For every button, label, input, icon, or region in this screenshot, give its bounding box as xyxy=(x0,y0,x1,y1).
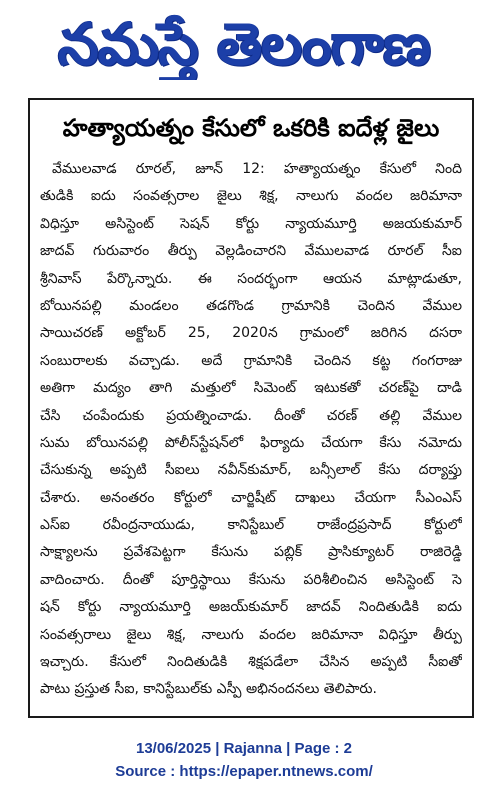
article-line: అతిగా మద్యం తాగి మత్తులో సిమెంట్ ఇటుకతో చరణ్‌పై దాడి xyxy=(40,380,462,397)
article-line: శ్రీనివాస్ పేర్కొన్నారు. ఈ సందర్భంగా ఆయన మాట్లాడుతూ, xyxy=(40,270,462,287)
article-line: షన్ కోర్టు న్యాయమూర్తి అజయ్‌కుమార్ జాదవ్ నిందితుడికి ఐదు xyxy=(40,599,462,616)
article-line: విధిస్తూ అసిస్టెంట్ సెషన్ కోర్టు న్యాయమూర్తి అజయకుమార్ xyxy=(40,215,462,232)
article-line: వాదించారు. దీంతో పూర్తిస్థాయి కేసును పరిశీలించిన అసిస్టెంట్ సె xyxy=(40,571,462,588)
article-headline: హత్యాయత్నం కేసులో ఒకరికి ఐదేళ్ల జైలు xyxy=(62,114,440,142)
source-link[interactable]: Source : https://epaper.ntnews.com/ xyxy=(115,763,373,780)
article-line: సుమ బోయినపల్లి పోలీస్‌స్టేషన్‌లో ఫిర్యాదు చేయగా కేసు నమోదు xyxy=(40,434,462,451)
article-line: పాటు ప్రస్తుత సీఐ, కానిస్టేబుల్‌కు ఎస్పీ అభినందనలు తెలిపారు. xyxy=(40,681,377,698)
article-body xyxy=(40,156,462,710)
article-line: వేములవాడ రూరల్, జూన్ 12: హత్యాయత్నం కేసులో నింది xyxy=(52,161,462,177)
article-line: చేసుకున్న అప్పటి సీఐలు నవీన్‌కుమార్, బన్సీలాల్ కేసు దర్యాప్తు xyxy=(40,462,462,479)
article-line: సంవత్సరాలు జైలు శిక్ష, నాలుగు వందల జరిమానా విధిస్తూ తీర్పు xyxy=(40,626,462,643)
article-line: బోయినపల్లి మండలం తడగొండ గ్రామానికి చెందిన వేముల xyxy=(40,297,462,314)
article-line: జాదవ్ గురువారం తీర్పు వెల్లడించారని వేములవాడ రూరల్ సీఐ xyxy=(40,243,462,260)
article-line: చేశారు. అనంతరం కోర్టులో చార్జిషీట్ దాఖలు చేయగా సీఎంఎస్ xyxy=(40,489,462,506)
article-line: ఎస్ఐ రవీంద్రనాయుడు, కానిస్టేబుల్ రాజేంద్రప్రసాద్ కోర్టులో xyxy=(40,517,462,534)
news-clipping xyxy=(28,98,474,718)
edition-info: 13/06/2025 | Rajanna | Page : 2 xyxy=(135,740,352,757)
article-line: సంబురాలకు వచ్చాడు. అదే గ్రామానికి చెందిన కట్ట గంగరాజు xyxy=(40,352,462,369)
newspaper-masthead: నమస్తే తెలంగాణ xyxy=(58,10,430,78)
article-line: చేసి చంపేందుకు ప్రయత్నించాడు. దీంతో చరణ్ తల్లి వేముల xyxy=(40,407,462,424)
article-line: తుడికి ఐదు సంవత్సరాల జైలు శిక్ష, నాలుగు వందల జరిమానా xyxy=(40,188,462,205)
article-line: సాక్ష్యాలను ప్రవేశపెట్టగా కేసును పబ్లిక్ ప్రాసిక్యూటర్ రాజిరెడ్డి xyxy=(40,544,462,561)
article-line: ఇచ్చారు. కేసులో నిందితుడికి శిక్షపడేలా చేసిన అప్పటి సీఐతో xyxy=(40,654,462,671)
article-line: సాయిచరణ్ అక్టోబర్ 25, 2020న గ్రామంలో జరిగిన దసరా xyxy=(40,325,462,342)
